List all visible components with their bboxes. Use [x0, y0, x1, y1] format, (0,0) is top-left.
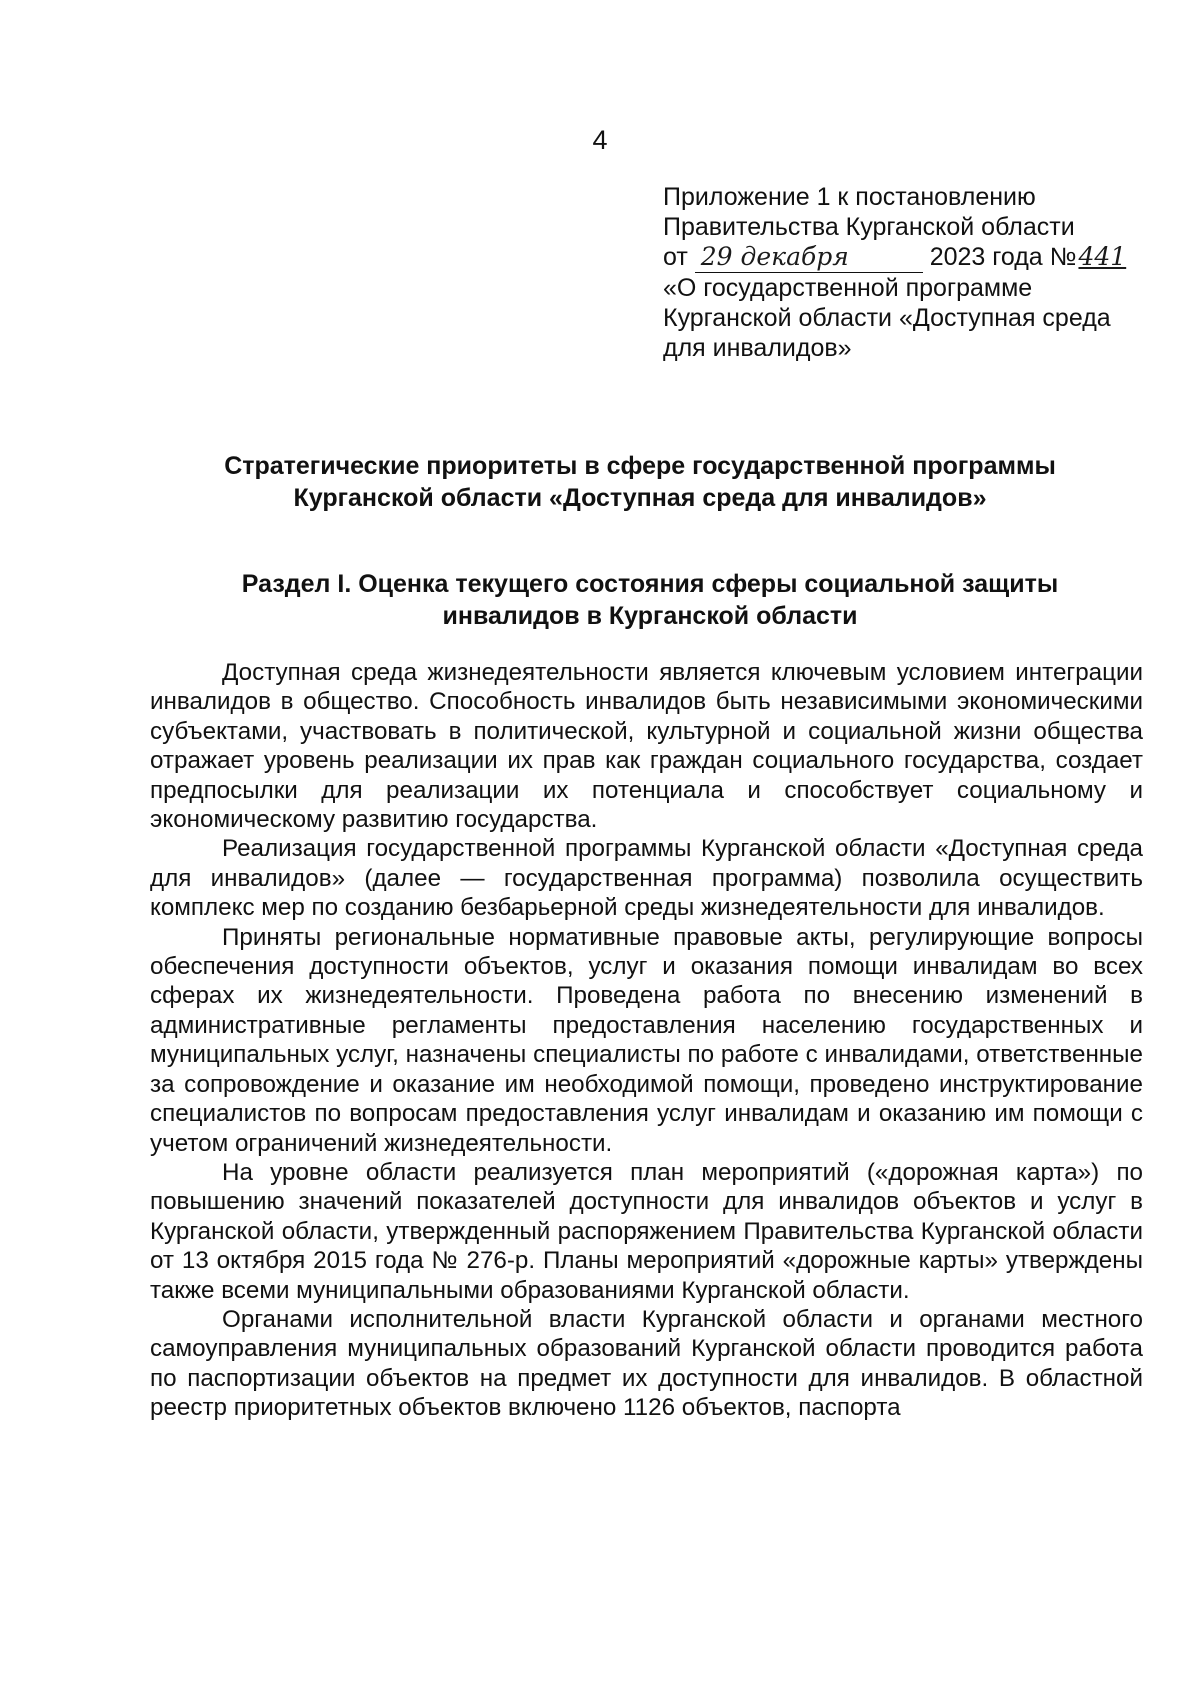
title-line-2: Курганской области «Доступная среда для инвалидов» [293, 484, 987, 512]
appendix-line-2: Правительства Курганской области [663, 213, 1075, 241]
appendix-header [663, 182, 1163, 363]
appendix-line-5: Курганской области «Доступная среда [663, 304, 1111, 332]
paragraph-3: Приняты региональные нормативные правовые акты, регулирующие вопросы обеспечения доступности объектов, услуг и оказания помощи инвалидам во всех сферах их жизнедеятельности. Проведена работа по внесению изменений в административные регламенты предоставления населению государственных и муниципальных услуг, назначены специалисты по работе с инвалидами, ответственные за сопровождение и оказание им необходимой помощи, проведено инструктирование специалистов по вопросам предоставления услуг инвалидам и оказанию им помощи с учетом ограничений жизнедеятельности. [150, 923, 1143, 1157]
section-heading [150, 568, 1150, 632]
body-text [150, 658, 1143, 1423]
handwritten-date: 29 декабря [695, 242, 923, 273]
paragraph-4: На уровне области реализуется план мероприятий («дорожная карта») по повышению значений показателей доступности для инвалидов объектов и услуг в Курганской области, утвержденный распоряжением Правительства Курганской области от 13 октября 2015 года № 276-р. Планы мероприятий «дорожные карты» утверждены также всеми муниципальными образованиями Курганской области. [150, 1158, 1143, 1304]
date-prefix: от [663, 243, 688, 271]
appendix-line-6: для инвалидов» [663, 334, 852, 362]
paragraph-2: Реализация государственной программы Курганской области «Доступная среда для инвалидов» (далее — государственная программа) позволила осуществить комплекс мер по созданию безбарьерной среды жизнедеятельности для инвалидов. [150, 835, 1143, 922]
paragraph-1: Доступная среда жизнедеятельности является ключевым условием интеграции инвалидов в общество. Способность инвалидов быть независимыми экономическими субъектами, участвовать в политической, культурной и социальной жизни общества отражает уровень реализации их прав как граждан социального государства, создает предпосылки для реализации их потенциала и способствует социальному и экономическому развитию государства. [150, 659, 1143, 834]
page-number: 4 [592, 125, 608, 155]
section-line-2: инвалидов в Курганской области [442, 602, 858, 630]
section-line-1: Раздел I. Оценка текущего состояния сферы социальной защиты [241, 570, 1059, 598]
appendix-date-line [663, 242, 1163, 273]
appendix-line-1: Приложение 1 к постановлению [663, 183, 1036, 211]
document-title [150, 450, 1130, 514]
appendix-line-4: «О государственной программе [663, 274, 1033, 302]
title-line-1: Стратегические приоритеты в сфере государственной программы [224, 452, 1056, 480]
paragraph-5: Органами исполнительной власти Курганской области и органами местного самоуправления муниципальных образований Курганской области проводится работа по паспортизации объектов на предмет их доступности для инвалидов. В областной реестр приоритетных объектов включено 1126 объектов, паспорта [150, 1305, 1143, 1422]
handwritten-number: 441 [1078, 242, 1127, 271]
year-text: 2023 года № [929, 243, 1077, 271]
